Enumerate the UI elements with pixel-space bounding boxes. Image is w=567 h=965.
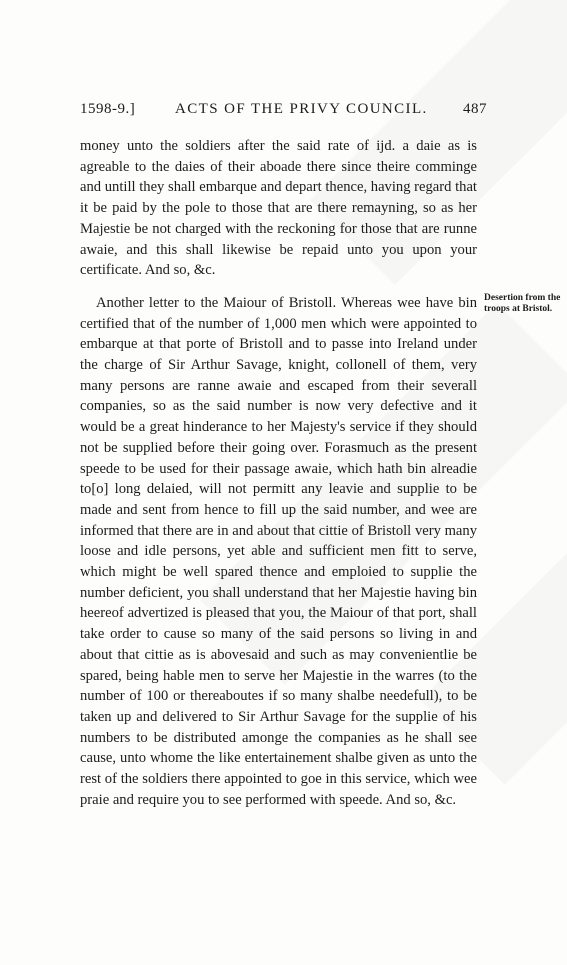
body-text — [80, 136, 477, 811]
margin-note: Desertion from the troops at Bristol. — [484, 293, 561, 314]
paragraph-continuation: money unto the soldiers after the said rate of ijd. a daie as is agreable to the daies of their aboade there since theire comminge and untill they shall embarque and depart thence, having regard that it be paid by the pole to those that are there remayning, so as her Majestie be not charged with the reckoning for those that are runne awaie, and this shall likewise be repaid unto you upon your certificate. And so, &c. — [80, 138, 477, 279]
paragraph-letter-bristol: Another letter to the Maiour of Bristoll. Whereas wee have bin certified that of the number of 1,000 men which were appointed to embarque at that porte of Bristoll and to passe into Ireland under the charge of Sir Arthur Savage, knight, collonell of them, very many persons are ranne awaie and escaped from their severall companies, so as the said number is now very defective and it would be a great hinderance to her Majesty's service if they should not be supplied before their going over. Forasmuch as the present speede to be used for their passage awaie, which hath bin alreadie to[o] long delaied, will not permitt any leavie and supplie to be made and sent from hence to fill up the said number, and wee are informed that there are in and about that cittie of Bristoll very many loose and idle persons, yet able and sufficient men fitt to serve, which might be well spared thence and emploied to supplie the number deficient, you shall understand that her Majestie having bin heereof advertized is pleased that you, the Maiour of that port, shall take order to cause so many of the said persons so living in and about that cittie as is abovesaid and such as may convenientlie be spared, being hable men to serve her Majestie in the warres (to the number of 100 or thereaboutes if so many shalbe needefull), to be taken up and delivered to Sir Arthur Savage for the supplie of his numbers to be distributed amonge the companies as he shall see cause, unto whome the like entertainement shalbe given as unto the rest of the soldiers there appointed to goe in this service, which wee praie and require you to see performed with speede. And so, &c. — [80, 294, 477, 808]
header-date: 1598-9.] — [80, 101, 136, 117]
header-title: ACTS OF THE PRIVY COUNCIL. — [175, 101, 428, 117]
page-number: 487 — [463, 101, 487, 117]
running-header — [80, 101, 487, 123]
